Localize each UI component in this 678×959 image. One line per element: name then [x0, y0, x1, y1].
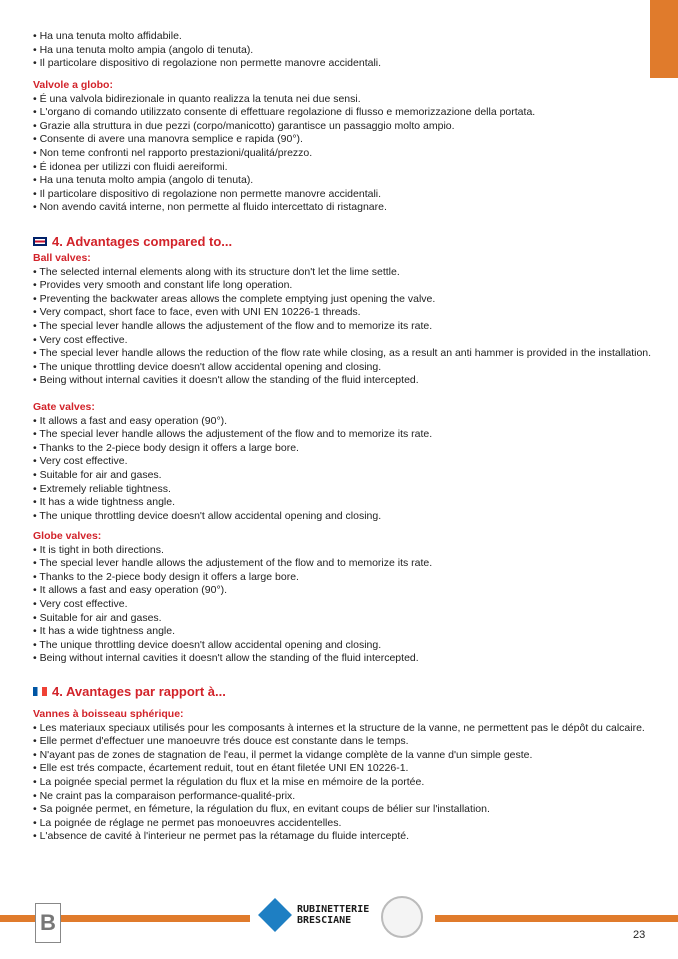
block-it-globo: [33, 79, 535, 215]
list-item: • Thanks to the 2-piece body design it offers a large bore.: [33, 441, 299, 454]
list-item: • Ha una tenuta molto affidabile.: [33, 30, 182, 42]
footer-bar-right: [435, 915, 678, 922]
brand-logo: [257, 897, 369, 933]
list-item: • The unique throttling device doesn't allow accidental opening and closing.: [33, 360, 382, 373]
list-item: • É una valvola bidirezionale in quanto realizza la tenuta nei due sensi.: [33, 92, 361, 105]
subheading: Valvole a globo:: [33, 79, 113, 91]
list-item: • L'absence de cavité à l'interieur ne permet pas la rétamage du fluide intercepté.: [33, 830, 409, 843]
brand-diamond-icon: [258, 898, 292, 932]
list-item: • Preventing the backwater areas allows the complete emptying just opening the valve.: [33, 292, 436, 305]
list-item: • Very cost effective.: [33, 597, 128, 610]
list-item: • The unique throttling device doesn't allow accidental opening and closing.: [33, 638, 382, 651]
list-item: • Ne craint pas la comparaison performance-qualité-prix.: [33, 789, 296, 802]
list-item: • Il particolare dispositivo di regolazione non permette manovre accidentali.: [33, 187, 382, 200]
list-item: • N'ayant pas de zones de stagnation de l'eau, il permet la vidange complète de la vanne d'un simple geste.: [33, 748, 533, 761]
list-item: • Thanks to the 2-piece body design it offers a large bore.: [33, 570, 299, 583]
subheading: Ball valves:: [33, 252, 91, 264]
list-item: • Extremely reliable tightness.: [33, 482, 171, 495]
list-item: • Very cost effective.: [33, 333, 128, 346]
iso-certification-seal-icon: [381, 896, 423, 938]
list-item: • The special lever handle allows the reduction of the flow rate while closing, as a result an anti hammer is provided in the installation.: [33, 347, 652, 360]
list-item: • Very cost effective.: [33, 455, 128, 468]
block-en-globe: [33, 530, 432, 666]
block-fr-vannes: [33, 708, 645, 844]
list-item: • It allows a fast and easy operation (90°).: [33, 414, 228, 427]
list-item: • L'organo di comando utilizzato consente di effettuare regolazione di flusso e memorizzazione della portata.: [33, 106, 536, 119]
group-logo: B: [35, 903, 61, 943]
list-item: • It has a wide tightness angle.: [33, 625, 176, 638]
list-item: • The special lever handle allows the adjustement of the flow and to memorize its rate.: [33, 428, 433, 441]
list-item: • The special lever handle allows the adjustement of the flow and to memorize its rate.: [33, 319, 433, 332]
list-item: • Provides very smooth and constant life long operation.: [33, 279, 293, 292]
france-flag-icon: [33, 687, 47, 696]
list-item: • Very compact, short face to face, even with UNI EN 10226-1 threads.: [33, 306, 361, 319]
block-en-gate: [33, 401, 432, 523]
heading-text: 4. Advantages compared to...: [52, 234, 233, 249]
list-item: • Elle est trés compacte, écartement reduit, tout en étant filetée UNI EN 10226-1.: [33, 762, 409, 775]
brand-line2: BRESCIANE: [297, 915, 352, 926]
heading-text: 4. Avantages par rapport à...: [52, 684, 226, 699]
list-item: • Being without internal cavities it doesn't allow the standing of the fluid intercepted.: [33, 652, 419, 665]
list-item: • The special lever handle allows the adjustement of the flow and to memorize its rate.: [33, 557, 433, 570]
list-item: • Being without internal cavities it doesn't allow the standing of the fluid intercepted.: [33, 374, 419, 387]
list-item: • Non teme confronti nel rapporto prestazioni/qualitá/prezzo.: [33, 146, 313, 159]
list-item: • La poignée de réglage ne permet pas monoeuvres accidentelles.: [33, 816, 342, 829]
block-en-ball: [33, 252, 651, 388]
list-item: • La poignée special permet la régulation du flux et la mise en mémoire de la portée.: [33, 775, 425, 788]
list-item: • It is tight in both directions.: [33, 543, 164, 556]
page-number: 23: [633, 929, 646, 941]
uk-flag-icon: [33, 237, 47, 246]
list-item: • Consente di avere una manovra semplice e rapida (90°).: [33, 133, 303, 146]
block-it-cont: [33, 30, 381, 71]
list-item: • Ha una tenuta molto ampia (angolo di tenuta).: [33, 174, 254, 187]
list-item: • The selected internal elements along with its structure don't let the lime settle.: [33, 265, 400, 278]
list-item: • It has a wide tightness angle.: [33, 496, 176, 509]
list-item: • The unique throttling device doesn't allow accidental opening and closing.: [33, 509, 382, 522]
list-item: • Suitable for air and gases.: [33, 611, 162, 624]
list-item: • Grazie alla struttura in due pezzi (corpo/manicotto) garantisce un passaggio molto ampio.: [33, 119, 455, 132]
list-item: • Les materiaux speciaux utilisés pour les composants à internes et la structure de la vanne, ne permettent pas le dépôt du calcaire.: [33, 721, 645, 734]
list-item: • É idonea per utilizzi con fluidi aereiformi.: [33, 160, 228, 173]
list-item: • Non avendo cavitá interne, non permette al fluido intercettato di ristagnare.: [33, 201, 387, 214]
section-tab: [650, 0, 678, 78]
subheading: Gate valves:: [33, 401, 95, 413]
list-item: • Ha una tenuta molto ampia (angolo di tenuta).: [33, 43, 254, 56]
list-item: • Sa poignée permet, en fémeture, la régulation du flux, en evitant coups de bélier sur l'installation.: [33, 803, 490, 816]
list-item: • Elle permet d'effectuer une manoeuvre trés douce est constante dans le temps.: [33, 735, 409, 748]
list-item: • Il particolare dispositivo di regolazione non permette manovre accidentali.: [33, 57, 382, 70]
section-heading-fr: [33, 684, 226, 699]
subheading: Globe valves:: [33, 530, 102, 542]
list-item: • Suitable for air and gases.: [33, 468, 162, 481]
list-item: • It allows a fast and easy operation (90°).: [33, 584, 228, 597]
subheading: Vannes à boisseau sphérique:: [33, 708, 184, 720]
brand-line1: RUBINETTERIE: [297, 904, 370, 915]
section-heading-en: [33, 234, 232, 249]
